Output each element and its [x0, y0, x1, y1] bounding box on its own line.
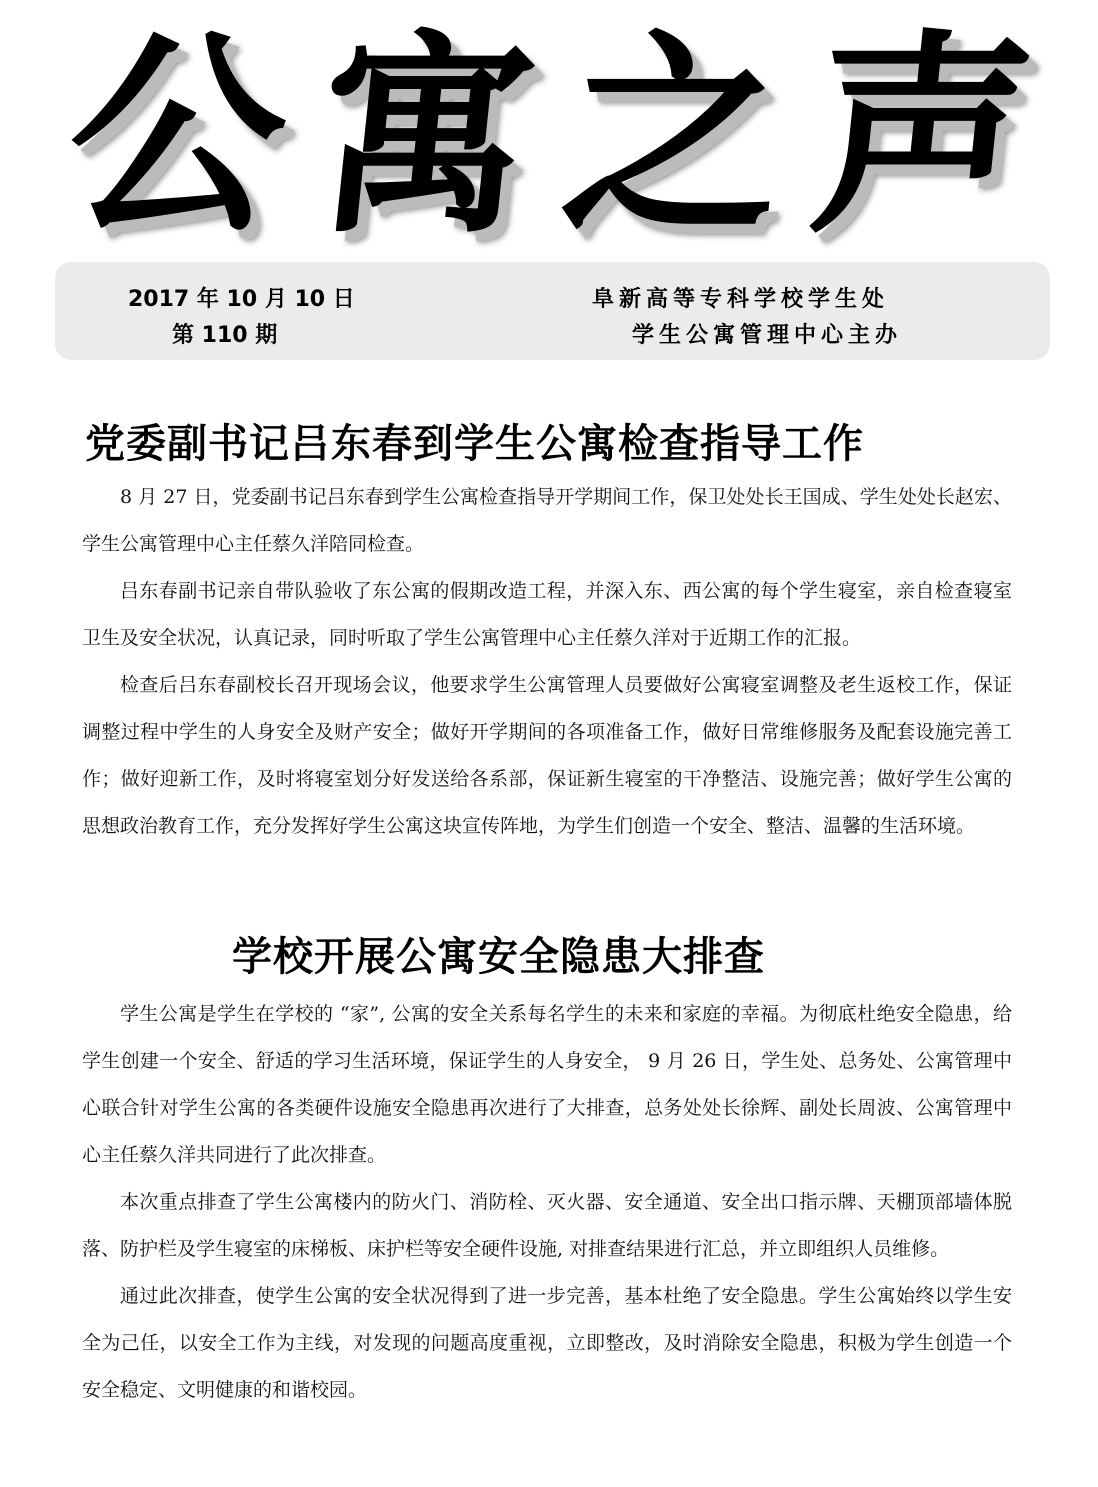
issue-date: 2017 年 10 月 10 日: [128, 287, 355, 312]
article-body: [82, 991, 1012, 1414]
host: 学生公寓管理中心主办: [632, 323, 903, 348]
article-headline: 党委副书记吕东春到学生公寓检查指导工作: [85, 421, 864, 467]
paragraph: 学生公寓是学生在学校的 “家”, 公寓的安全关系每名学生的未来和家庭的幸福。为彻底杜绝安全隐患，给学生创建一个安全、舒适的学习生活环境，保证学生的人身安全， 9 月 26 日，学生处、总务处、公寓管理中心联合针对学生公寓的各类硬件设施安全隐患再次进行了大排查，总务处处长徐辉、副处长周波、公寓管理中心主任蔡久洋共同进行了此次排查。: [82, 1003, 1012, 1166]
issue-number: 第 110 期: [172, 323, 278, 348]
paragraph: 本次重点排查了学生公寓楼内的防火门、消防栓、灭火器、安全通道、安全出口指示牌、天棚顶部墙体脱落、防护栏及学生寝室的床梯板、床护栏等安全硬件设施, 对排查结果进行汇总，并立即组织人员维修。: [82, 1191, 1012, 1260]
paragraph: 通过此次排查，使学生公寓的安全状况得到了进一步完善，基本杜绝了安全隐患。学生公寓始终以学生安全为己任，以安全工作为主线，对发现的问题高度重视，立即整改，及时消除安全隐患，积极为学生创造一个安全稳定、文明健康的和谐校园。: [82, 1285, 1012, 1401]
paragraph: 检查后吕东春副校长召开现场会议，他要求学生公寓管理人员要做好公寓寝室调整及老生返校工作，保证调整过程中学生的人身安全及财产安全；做好开学期间的各项准备工作，做好日常维修服务及配套设施完善工作；做好迎新工作，及时将寝室划分好发送给各系部，保证新生寝室的干净整洁、设施完善；做好学生公寓的思想政治教育工作，充分发挥好学生公寓这块宣传阵地，为学生们创造一个安全、整洁、温馨的生活环境。: [82, 674, 1012, 837]
newsletter-masthead: [56, 8, 1044, 262]
masthead-char: 寓: [305, 8, 547, 262]
paragraph: 8 月 27 日，党委副书记吕东春到学生公寓检查指导开学期间工作，保卫处处长王国成、学生处处长赵宏、学生公寓管理中心主任蔡久洋陪同检查。: [82, 486, 1012, 555]
article-headline: 学校开展公寓安全隐患大排查: [232, 934, 765, 980]
masthead-char: 公: [56, 8, 299, 262]
organizer: 阜新高等专科学校学生处: [592, 287, 890, 312]
masthead-char: 之: [553, 8, 795, 262]
masthead-char: 声: [801, 8, 1044, 262]
article-body: [82, 474, 1012, 850]
paragraph: 吕东春副书记亲自带队验收了东公寓的假期改造工程，并深入东、西公寓的每个学生寝室，亲自检查寝室卫生及安全状况，认真记录，同时听取了学生公寓管理中心主任蔡久洋对于近期工作的汇报。: [82, 580, 1012, 649]
